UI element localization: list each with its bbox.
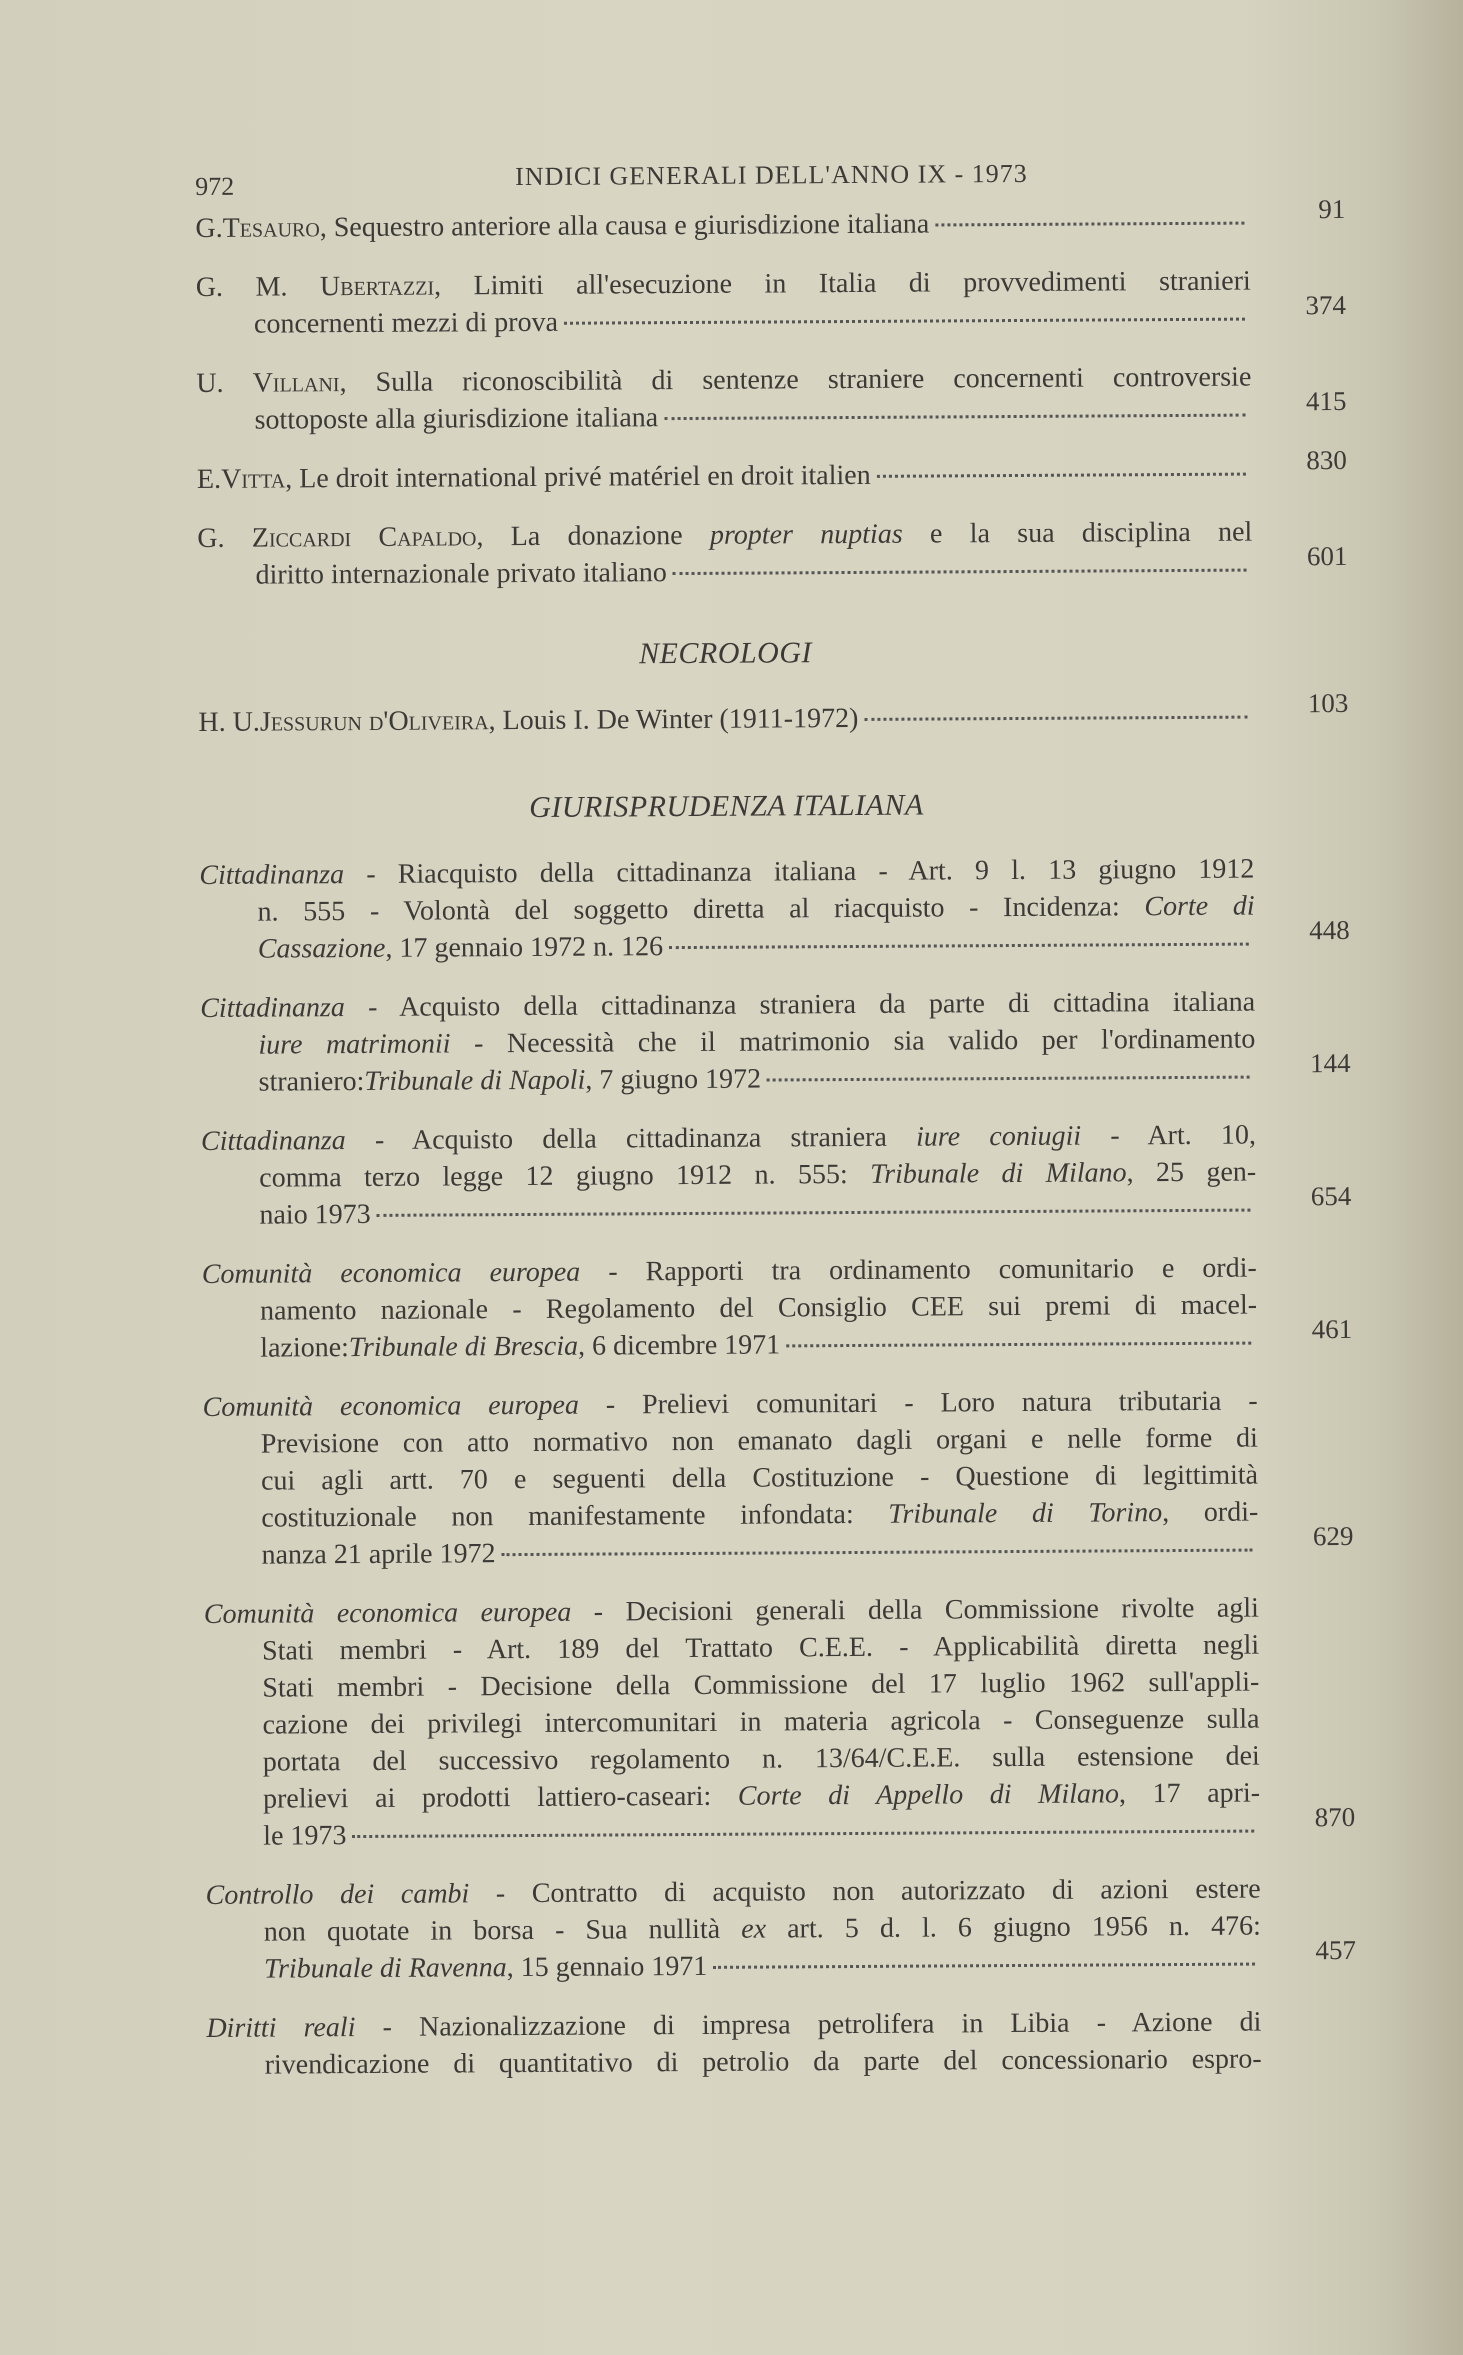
entry-text: - Contratto di acquisto non autorizzato di azioni estere — [469, 1873, 1261, 1910]
italic-text: Corte di Appello di Milano — [737, 1778, 1120, 1812]
entry-line — [201, 1117, 1256, 1160]
entry-text: - Acquisto della cittadinanza straniera — [345, 1121, 917, 1157]
entry-text: , Sequestro anteriore alla causa e giurisdizione italiana — [319, 208, 930, 244]
page-reference: 91 — [1318, 193, 1346, 225]
entry-text: - Art. 10, — [1081, 1119, 1257, 1152]
italic-text: Diritti reali — [206, 2012, 356, 2044]
entry-text: sottoposte alla giurisdizione italiana — [254, 402, 659, 436]
dot-leader — [767, 1076, 1250, 1082]
italic-text: Cittadinanza — [200, 1125, 346, 1157]
entry-line — [200, 1021, 1255, 1064]
page-reference: 448 — [1309, 914, 1350, 946]
entry-text: - Necessità che il matrimonio sia valido per l'ordinamento — [450, 1023, 1256, 1060]
entry-line — [201, 1058, 1256, 1101]
dot-leader — [502, 1549, 1253, 1557]
entry-text: , Louis I. De Winter (1911-1972) — [488, 702, 859, 737]
dot-leader — [564, 318, 1245, 325]
obituaries-list — [198, 687, 1349, 741]
entry-line — [205, 1871, 1260, 1914]
italic-text: iure matrimonii — [258, 1028, 451, 1061]
entry-line — [202, 1250, 1257, 1293]
entry-text: - Rapporti tra ordinamento comunitario e ordi- — [580, 1252, 1257, 1288]
dot-leader — [786, 1342, 1251, 1348]
page-header — [195, 153, 1345, 210]
entry-line — [199, 888, 1254, 931]
entry-text: comma terzo legge 12 giugno 1912 n. 555: — [259, 1158, 871, 1194]
entry-text: cui agli artt. 70 e seguenti della Costituzione - Questione di legittimità — [260, 1459, 1259, 1497]
page-reference: 601 — [1306, 540, 1348, 572]
entry-text: portata del successivo regolamento n. 13/64/C.E.E. sulla estensione dei — [262, 1740, 1260, 1778]
italic-text: ex — [741, 1913, 767, 1945]
entry-line — [207, 2041, 1262, 2084]
entry-line — [203, 1383, 1258, 1426]
italic-text: Tribunale di Ravenna — [263, 1952, 507, 1985]
entry-line — [204, 1590, 1259, 1633]
entry-line — [202, 1324, 1257, 1367]
dot-leader — [877, 473, 1246, 478]
dot-leader — [713, 1963, 1255, 1969]
entry-text: G. M. — [195, 271, 321, 303]
italic-text: Comunità economica europea — [203, 1596, 572, 1630]
page-reference: 629 — [1312, 1520, 1354, 1552]
italic-text: propter nuptias — [709, 518, 903, 551]
entry-line — [197, 514, 1252, 557]
dot-leader — [377, 1209, 1251, 1217]
index-entry — [196, 359, 1347, 439]
author-name: Ziccardi Capaldo — [251, 521, 477, 554]
index-entry — [205, 1871, 1357, 1988]
page-reference: 374 — [1305, 289, 1346, 321]
entry-line — [201, 1154, 1256, 1197]
entry-line — [206, 2004, 1261, 2047]
entry-text: , 17 gennaio 1972 n. 126 — [385, 931, 664, 964]
entry-text: , 7 giugno 1972 — [585, 1063, 762, 1096]
entry-text: - Decisioni generali della Commissione rivolte agli — [571, 1592, 1259, 1628]
italic-text: iure coniugii — [915, 1120, 1082, 1153]
italic-text: Comunità economica europea — [202, 1389, 580, 1423]
entry-text: rivendicazione di quantitativo di petrolio da parte del concessionario espro- — [264, 2043, 1262, 2081]
dot-leader — [664, 414, 1245, 421]
section-title-giurisprudenza: GIURISPRUDENZA ITALIANA — [529, 788, 924, 824]
author-name: Tesauro — [222, 212, 320, 244]
entry-text: concernenti mezzi di prova — [253, 306, 559, 340]
italic-text: Cittadinanza — [199, 859, 345, 891]
italic-text: Controllo dei cambi — [205, 1878, 470, 1911]
index-entry — [200, 1117, 1352, 1234]
italic-text: Comunità economica europea — [201, 1256, 581, 1290]
entry-text: straniero: — [258, 1065, 365, 1098]
dot-leader — [669, 943, 1249, 950]
index-entry — [203, 1590, 1356, 1855]
italic-text: Tribunale di Brescia — [348, 1330, 579, 1364]
entry-line — [204, 1664, 1259, 1707]
index-entry — [199, 851, 1350, 968]
entry-line — [205, 1812, 1260, 1855]
page-reference: 654 — [1310, 1180, 1352, 1212]
entry-line — [204, 1701, 1259, 1744]
page-reference: 830 — [1306, 444, 1347, 476]
entry-text: naio 1973 — [259, 1198, 371, 1231]
entry-line — [203, 1457, 1258, 1500]
entry-line — [203, 1420, 1258, 1463]
entry-text: namento nazionale - Regolamento del Consiglio CEE sui premi di macel- — [259, 1289, 1258, 1327]
index-entry — [196, 444, 1347, 498]
page-number: 972 — [195, 171, 235, 201]
entry-line — [203, 1494, 1258, 1537]
entry-text: Previsione con atto normativo non emanato dagli organi e nelle forme di — [260, 1422, 1258, 1460]
entry-line — [197, 551, 1252, 594]
entry-text: E. — [196, 463, 222, 495]
entry-line — [196, 263, 1251, 306]
entry-line — [197, 455, 1252, 498]
entry-text: , 15 gennaio 1971 — [506, 1950, 708, 1984]
dot-leader — [352, 1830, 1254, 1839]
entry-text: G. — [195, 212, 223, 244]
entry-text: art. 5 d. l. 6 giugno 1956 n. 476: — [765, 1910, 1261, 1945]
dot-leader — [673, 569, 1247, 576]
index-entry — [201, 1250, 1353, 1367]
entry-line — [203, 1531, 1258, 1574]
entry-text: , 6 dicembre 1971 — [577, 1329, 781, 1362]
entry-line — [206, 1908, 1261, 1951]
dot-leader — [864, 716, 1247, 721]
entry-text: , 17 apri- — [1118, 1777, 1261, 1810]
entry-text: , Le droit international privé matériel en droit italien — [285, 459, 871, 495]
index-entry — [200, 984, 1351, 1101]
entry-text: G. — [197, 522, 252, 554]
entry-text: H. U. — [198, 706, 260, 738]
entry-line — [196, 359, 1251, 402]
running-title: INDICI GENERALI DELL'ANNO IX - 1973 — [515, 158, 1028, 192]
entry-text: nanza 21 aprile 1972 — [261, 1538, 496, 1571]
page-reference: 870 — [1314, 1801, 1356, 1833]
page-reference: 461 — [1311, 1313, 1353, 1345]
page-reference: 457 — [1315, 1934, 1357, 1966]
entry-text: cazione dei privilegi intercomunitari in materia agricola - Conseguenze sulla — [262, 1703, 1260, 1741]
entry-text: , 25 gen- — [1126, 1156, 1257, 1189]
entry-text: prelievi ai prodotti lattiero-caseari: — [262, 1780, 738, 1815]
entry-line — [200, 984, 1255, 1027]
entry-text: , Limiti all'esecuzione in Italia di provvedimenti stranieri — [433, 265, 1251, 302]
italic-text: Tribunale di Torino — [888, 1497, 1163, 1530]
entry-text: le 1973 — [263, 1820, 347, 1852]
author-name: Vitta — [220, 463, 286, 495]
author-name: Villani — [252, 367, 340, 399]
entry-text: n. 555 - Volontà del soggetto diretta al riacquisto - Incidenza: — [257, 891, 1145, 928]
entry-text: lazione: — [260, 1332, 349, 1364]
index-entry — [198, 687, 1349, 741]
articles-list — [195, 193, 1348, 594]
italic-text: Tribunale di Napoli — [364, 1064, 586, 1097]
entry-line — [198, 698, 1253, 741]
entry-line — [206, 1945, 1261, 1988]
entry-line — [199, 851, 1254, 894]
entry-text: costituzionale non manifestamente infondata: — [261, 1498, 889, 1534]
entry-line — [205, 1775, 1260, 1818]
index-entry — [195, 263, 1346, 343]
italic-text: Corte di — [1144, 890, 1255, 923]
entry-text: , La donazione — [476, 519, 711, 553]
entry-text: U. — [196, 367, 253, 399]
entry-text: Stati membri - Art. 189 del Trattato C.E.E. - Applicabilità diretta negli — [262, 1629, 1260, 1667]
entry-line — [195, 204, 1250, 247]
entry-line — [196, 396, 1251, 439]
italic-text: Tribunale di Milano — [870, 1157, 1127, 1190]
entry-line — [200, 925, 1255, 968]
entry-line — [196, 300, 1251, 343]
entry-text: , ordi- — [1162, 1496, 1259, 1529]
case-law-list — [199, 850, 1356, 2084]
author-name: Ubertazzi — [319, 270, 435, 303]
index-entry — [206, 2004, 1261, 2084]
dot-leader — [935, 222, 1244, 227]
entry-line — [205, 1738, 1260, 1781]
entry-line — [202, 1287, 1257, 1330]
italic-text: Cassazione — [257, 932, 386, 965]
entry-text: - Riacquisto della cittadinanza italiana - Art. 9 l. 13 giugno 1912 — [343, 853, 1255, 891]
entry-text: non quotate in borsa - Sua nullità — [263, 1913, 742, 1948]
entry-line — [201, 1191, 1256, 1234]
book-page — [195, 153, 1357, 2106]
entry-text: , Sulla riconoscibilità di sentenze straniere concernenti controversie — [339, 361, 1252, 399]
index-entry — [202, 1383, 1354, 1574]
page-reference: 103 — [1307, 687, 1349, 719]
section-title-necrologi: NECROLOGI — [639, 636, 813, 671]
page-reference: 415 — [1305, 385, 1347, 417]
entry-text: - Nazionalizzazione di impresa petrolifera in Libia - Azione di — [355, 2006, 1262, 2044]
italic-text: Cittadinanza — [200, 992, 345, 1024]
index-entry — [195, 193, 1346, 247]
entry-line — [204, 1627, 1259, 1670]
entry-text: diritto internazionale privato italiano — [255, 557, 667, 591]
index-entry — [197, 514, 1348, 594]
entry-text: - Acquisto della cittadinanza straniera da parte di cittadina italiana — [344, 986, 1256, 1024]
entry-text: Stati membri - Decisione della Commissione del 17 luglio 1962 sull'appli- — [262, 1666, 1260, 1704]
author-name: Jessurun d'Oliveira — [259, 705, 489, 738]
page-reference: 144 — [1309, 1047, 1351, 1079]
entry-text: e la sua disciplina nel — [902, 516, 1253, 550]
entry-text: - Prelievi comunitari - Loro natura tributaria - — [578, 1385, 1258, 1421]
